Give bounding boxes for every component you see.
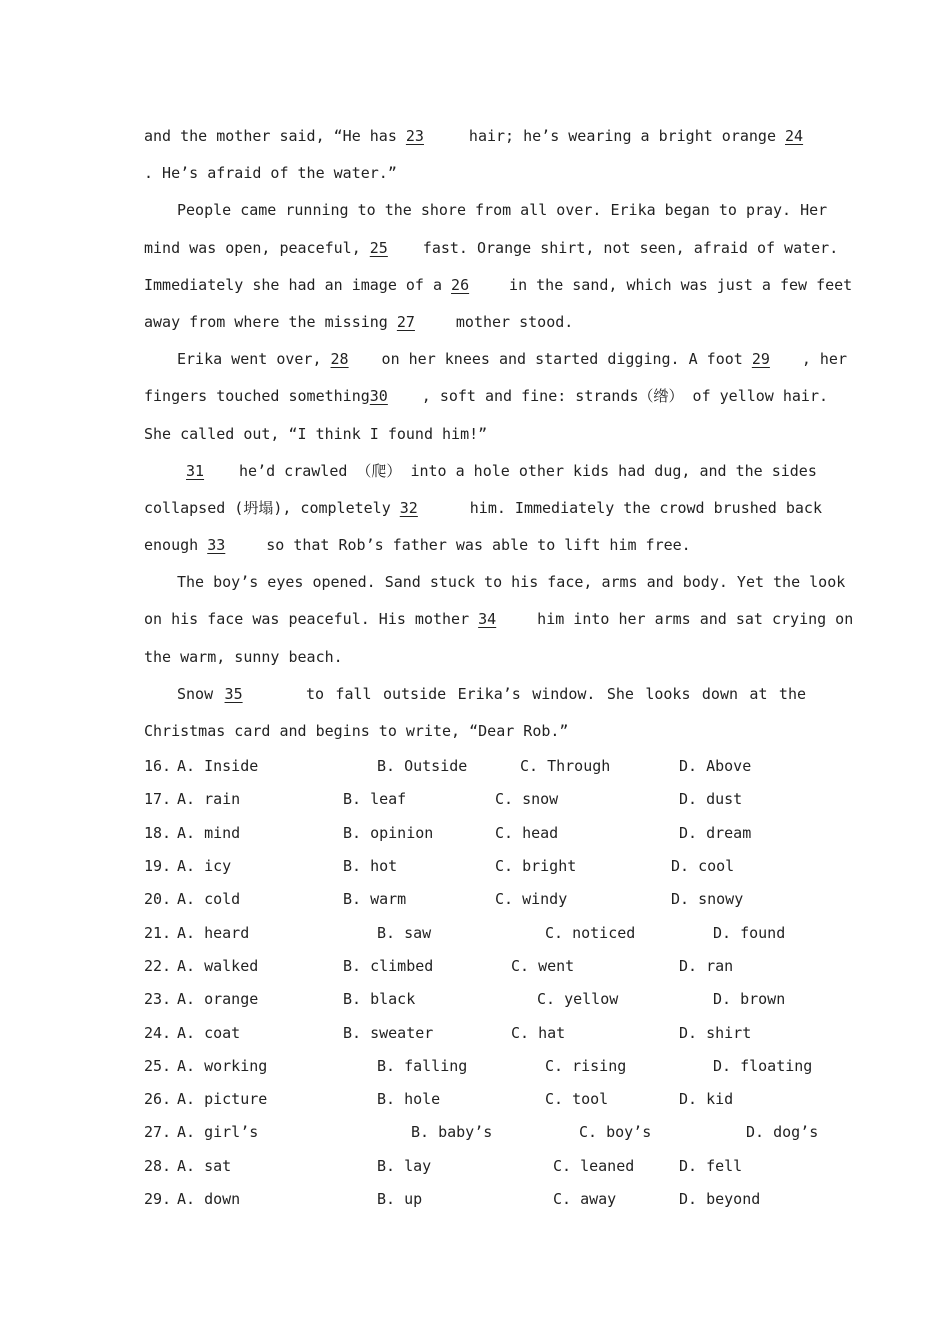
passage-text: , her [801,350,847,369]
passage-text: . He’s afraid of the water.” [144,164,397,183]
passage-text: and the mother said, “He has [144,127,406,145]
passage-text: enough [144,536,208,555]
option-c: C. head [495,823,559,842]
option-c: C. noticed [545,923,636,942]
answer-blank: 33 [207,536,226,555]
answer-blank: 35 [224,684,243,703]
passage-line [144,601,854,638]
option-a: A. picture [177,1090,268,1109]
passage-line [144,267,853,304]
option-row [144,850,806,883]
option-d: D. beyond [679,1190,761,1209]
passage-text: Immediately she had an image of a [144,275,452,294]
passage-line [144,453,817,490]
option-c: C. windy [495,890,568,909]
option-a: A. heard [177,923,250,942]
option-row [144,1017,806,1050]
passage-text: the warm, sunny beach. [144,647,343,666]
option-d: D. fell [679,1156,743,1175]
passage-text: Erika went over, [177,350,331,369]
option-row [144,1183,806,1216]
option-c: C. yellow [537,990,619,1009]
passage-text: so that Rob’s father was able to lift him free. [257,536,691,555]
passage-line [144,192,828,229]
passage-text: in the sand, which was just a few feet [509,275,853,294]
option-b: B. Outside [377,757,468,776]
passage-line [144,527,806,564]
passage-text: She called out, “I think I found him!” [144,424,488,443]
passage-text: away from where the missing [144,312,397,331]
option-a: A. walked [177,956,259,975]
option-c: C. tool [545,1090,609,1109]
passage-text: hair; he’s wearing a bright orange [459,127,786,145]
option-c: C. Through [520,757,611,776]
passage-line [144,676,806,713]
option-a: A. girl’s [177,1123,259,1142]
option-d: D. dream [679,823,752,842]
passage-text: The boy’s eyes opened. Sand stuck to his face, arms and body. Yet the look [177,573,846,592]
answer-blank: 28 [330,350,349,369]
option-row [144,883,806,916]
answer-blank: 27 [396,312,415,331]
question-number: 27. [144,1123,172,1142]
option-c: C. hat [511,1023,566,1042]
passage-text: collapsed (坍塌), completely [144,498,400,517]
options-list [144,750,819,1216]
passage-text: he’d crawled （爬） into a hole other kids had dug, and the sides [230,461,817,480]
passage-line [144,713,806,750]
option-b: B. lay [377,1156,432,1175]
option-a: A. coat [177,1023,241,1042]
answer-blank: 25 [369,238,388,257]
option-a: A. down [177,1190,241,1209]
option-b: B. black [343,990,416,1009]
passage-line [144,639,806,676]
option-c: C. boy’s [579,1123,652,1142]
passage-text: mind was open, peaceful, [144,238,370,257]
passage [144,118,854,750]
passage-text: Snow [177,684,225,703]
option-row [144,1116,819,1149]
option-b: B. leaf [343,790,407,809]
option-row [144,950,806,983]
passage-text: , soft and fine: strands（绺） of yellow hair. [421,387,829,406]
passage-line [144,118,806,155]
passage-line [144,564,846,601]
answer-blank: 26 [451,275,470,294]
option-row [144,917,806,950]
answer-blank: 23 [405,127,424,145]
question-number: 23. [144,990,172,1009]
option-row [144,783,806,816]
option-c: C. bright [495,857,577,876]
question-number: 16. [144,757,172,776]
option-a: A. rain [177,790,241,809]
answer-blank: 24 [785,127,804,145]
option-c: C. snow [495,790,559,809]
passage-line [144,230,839,267]
question-number: 28. [144,1156,172,1175]
option-b: B. sweater [343,1023,434,1042]
passage-text: him into her arms and sat crying on [528,610,854,629]
option-d: D. snowy [671,890,744,909]
option-b: B. up [377,1190,423,1209]
option-a: A. Inside [177,757,259,776]
option-d: D. ran [679,956,734,975]
passage-text: fast. Orange shirt, not seen, afraid of water. [413,238,839,257]
option-a: A. working [177,1056,268,1075]
option-d: D. shirt [679,1023,752,1042]
question-number: 29. [144,1190,172,1209]
question-number: 20. [144,890,172,909]
question-number: 25. [144,1056,172,1075]
option-a: A. sat [177,1156,232,1175]
document-page [144,118,854,1216]
answer-blank: 30 [369,387,388,406]
option-d: D. cool [671,857,735,876]
passage-text: People came running to the shore from all over. Erika began to pray. Her [177,201,828,220]
answer-blank: 32 [399,498,418,517]
passage-text: Christmas card and begins to write, “Dear Rob.” [144,722,569,740]
passage-line [144,378,829,415]
option-a: A. orange [177,990,259,1009]
option-a: A. icy [177,857,232,876]
option-b: B. hot [343,857,398,876]
option-d: D. dust [679,790,743,809]
question-number: 17. [144,790,172,809]
option-row [144,1150,806,1183]
option-b: B. falling [377,1056,468,1075]
passage-text: on his face was peaceful. His mother [144,610,479,629]
option-d: D. dog’s [746,1123,819,1142]
option-b: B. climbed [343,956,434,975]
option-row [144,1050,813,1083]
option-a: A. mind [177,823,241,842]
option-row [144,983,806,1016]
question-number: 26. [144,1090,172,1109]
passage-text: mother stood. [446,312,574,331]
passage-text: fingers touched something [144,387,370,406]
option-b: B. saw [377,923,432,942]
option-b: B. warm [343,890,407,909]
option-row [144,817,806,850]
option-b: B. opinion [343,823,434,842]
option-d: D. kid [679,1090,734,1109]
option-d: D. floating [713,1056,813,1075]
answer-blank: 29 [751,350,770,369]
passage-line [144,341,847,378]
passage-line [144,490,822,527]
option-b: B. hole [377,1090,441,1109]
passage-text: on her knees and started digging. A foot [372,350,752,369]
option-d: D. brown [713,990,786,1009]
passage-line [144,304,806,341]
passage-text: him. Immediately the crowd brushed back [469,498,822,517]
option-a: A. cold [177,890,241,909]
passage-line [144,155,806,192]
option-c: C. away [553,1190,617,1209]
option-d: D. found [713,923,786,942]
option-c: C. went [511,956,575,975]
question-number: 21. [144,923,172,942]
question-number: 18. [144,823,172,842]
answer-blank: 31 [186,461,205,480]
passage-line [144,416,806,453]
option-b: B. baby’s [411,1123,493,1142]
option-row [144,1083,806,1116]
option-c: C. leaned [553,1156,635,1175]
option-row [144,750,806,783]
passage-text: to fall outside Erika’s window. She looks down at the [294,684,807,703]
option-c: C. rising [545,1056,627,1075]
question-number: 22. [144,956,172,975]
question-number: 24. [144,1023,172,1042]
option-d: D. Above [679,757,752,776]
question-number: 19. [144,857,172,876]
answer-blank: 34 [478,610,497,629]
